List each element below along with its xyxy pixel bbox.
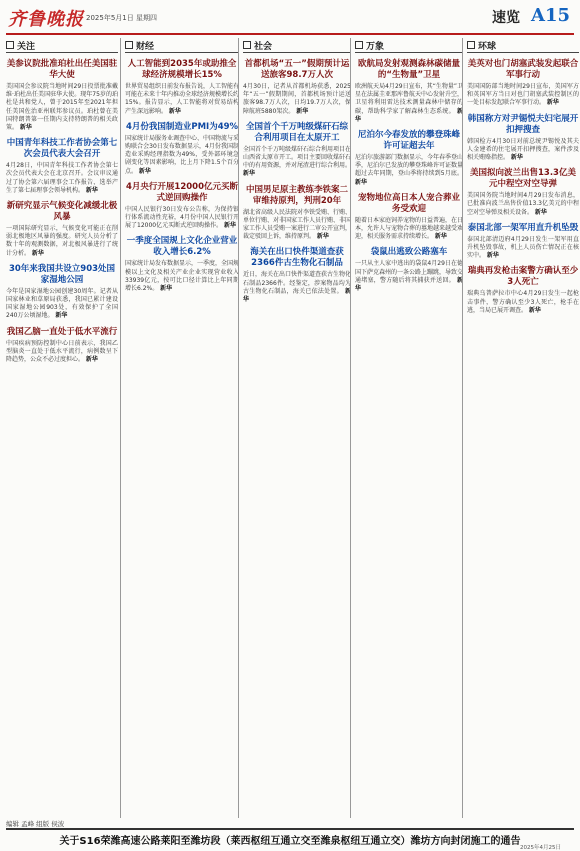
article-body: 4月28日，中国青年科技工作者协会第七次会员代表大会在北京召开。会议审议通过了协会第六届理事会工作报告，选举产生了第七届理事会领导机构。 新华 xyxy=(6,162,118,194)
article-source: 新华 xyxy=(355,276,463,293)
column-header xyxy=(467,38,579,53)
column-header xyxy=(243,38,351,53)
article-source: 新华 xyxy=(546,99,559,107)
article-title: 韩国称方对尹锡悦夫妇宅展开扣押搜查 xyxy=(467,113,579,135)
article-body: 一项国际研究显示，气候变化可能正在削弱北极地区风暴的强度。研究人员分析了数十年的观测数据，对北极风暴进行了统计分析。 新华 xyxy=(6,225,118,257)
article xyxy=(6,59,118,132)
article-source: 新华 xyxy=(160,285,173,293)
article-body: 中国疾病预防控制中心日前表示，我国乙型脑炎一直处于低水平流行，病例数呈下降趋势，公众不必过度担心。 新华 xyxy=(6,339,118,364)
article-source: 新华 xyxy=(31,249,44,257)
article-title: 瑞典再发枪击案警方确认至少3人死亡 xyxy=(467,266,579,288)
article-body: 欧洲航天局4月29日宣布，其“生物量”卫星在法属圭亚那库鲁航天中心发射升空，卫星将利用雷达技术测量森林中储存的碳，帮助科学家了解森林生态系统。 新华 xyxy=(355,83,463,123)
article-source: 新华 xyxy=(434,233,447,241)
article-body: 中国人民银行30日发布公告称，为保持银行体系流动性充裕，4月份中国人民银行开展了12000亿元买断式逆回购操作。 新华 xyxy=(125,205,239,230)
article-body: 随着日本家庭饲养宠物的日益普遍，在日本，允许人与宠物合葬的墓地越来越受欢迎，相关服务需求持续增长。 新华 xyxy=(355,216,463,241)
article-title: 泰国北部一架军用直升机坠毁 xyxy=(467,222,579,233)
article-source: 新华 xyxy=(85,356,98,364)
masthead-logo: 齐鲁晚报 xyxy=(8,9,84,30)
article xyxy=(243,247,351,304)
article-body: 国家统计局服务业调查中心、中国物流与采购联合会30日发布数据显示，4月份我国制造业采购经理指数为49%，受外部环境急剧变化等因素影响，比上月下降1.5个百分点。 新华 xyxy=(125,134,239,175)
article-body: 国家统计局发布数据显示，一季度，全国规模以上文化及相关产业企业实现营业收入33939亿元，按可比口径计算比上年同期增长6.2%。 新华 xyxy=(125,260,239,293)
article-title: 中国男足原主教练李铁案二审维持原判，判刑20年 xyxy=(245,184,348,206)
article-source: 新华 xyxy=(355,107,463,123)
column-title: 财经 xyxy=(136,41,155,52)
square-icon xyxy=(125,41,133,49)
article-source: 新华 xyxy=(168,107,181,115)
article-body: 世界贸易组织日前发布报告说，人工智能有可能在未来十年内推动全球经济规模增长约15%。报告显示，人工智能将对贸易结构产生深远影响。 新华 xyxy=(125,83,239,115)
square-icon xyxy=(467,41,475,49)
article-source: 新华 xyxy=(19,124,32,132)
square-icon xyxy=(243,41,251,49)
column-header xyxy=(355,38,463,53)
article-source: 新华 xyxy=(243,170,256,178)
article-title: 4月央行开展12000亿元买断式逆回购操作 xyxy=(126,181,238,203)
article-body: 一只从主人家中逃出的袋鼠4月29日在德国下萨克森州的一条公路上蹦跳，导致交通堵塞，警方随后将其捕获并送回。 新华 xyxy=(355,260,463,293)
article-source: 新华 xyxy=(355,178,368,186)
issue-date: 2025年5月1日 星期四 xyxy=(86,14,157,22)
article-body: 近日，海关在出口快件渠道查获古生物化石制品2366件。经鉴定，涉案物品均为古生物化石制品，海关已依法处置。 新华 xyxy=(243,271,351,304)
article xyxy=(6,201,118,258)
article-title: 尼泊尔今春发放的攀登珠峰许可证超去年 xyxy=(357,130,460,152)
article-title: 新研究显示气候变化减缓北极风暴 xyxy=(6,201,118,223)
column-title: 关注 xyxy=(17,41,36,52)
article-source: 新华 xyxy=(486,252,499,260)
article xyxy=(243,59,351,116)
column-4 xyxy=(462,38,579,818)
article xyxy=(467,168,579,217)
column-1 xyxy=(120,38,239,818)
article xyxy=(125,122,239,176)
page-number: A15 xyxy=(530,5,570,26)
article-body: 瑞典乌普萨拉市中心4月29日发生一起枪击事件，警方确认至少3人死亡，枪手在逃，当局已展开调查。 新华 xyxy=(467,290,579,314)
notice-title: 关于S16荣潍高速公路莱阳至潍坊段（莱西枢纽互通立交至潍泉枢纽互通立交）潍坊方向封闭施工的通告 xyxy=(59,836,521,847)
article-title: 4月份我国制造业PMI为49% xyxy=(125,121,239,132)
article xyxy=(243,185,351,242)
article xyxy=(6,327,118,365)
article-title: 全国首个千万吨级煤矸石综合利用项目在太原开工 xyxy=(245,121,348,143)
article xyxy=(6,264,118,321)
article xyxy=(125,59,239,116)
article-title: 美英对也门胡塞武装发起联合军事行动 xyxy=(467,59,579,80)
square-icon xyxy=(355,41,363,49)
article-source: 新华 xyxy=(85,186,98,194)
square-icon xyxy=(6,41,14,49)
article-title: 欧航局发射观测森林碳储量的“生物量”卫星 xyxy=(357,59,460,80)
article-source: 新华 xyxy=(316,233,329,241)
column-header xyxy=(6,38,118,53)
article xyxy=(355,130,463,187)
article-body: 美国国防部当地时间29日宣布，美国军方和英国军方当日对也门胡塞武装控制区的一处目标发起联合军事行动。 新华 xyxy=(467,83,579,107)
article xyxy=(6,138,118,195)
column-0 xyxy=(6,38,118,818)
column-header xyxy=(125,38,239,53)
column-title: 环球 xyxy=(478,41,497,52)
article-body: 全国首个千万吨级煤矸石综合利用项目在山西省太原市开工。项目主要回收煤矸石中的有用资源，并对尾渣进行综合利用。 新华 xyxy=(243,145,351,178)
article-body: 湖北省高级人民法院对李铁受贿、行贿、单位行贿、对非国家工作人员行贿、非国家工作人员受贿一案进行二审公开宣判，裁定驳回上诉，维持原判。 新华 xyxy=(243,208,351,241)
article xyxy=(467,59,579,108)
article xyxy=(243,122,351,179)
article-title: 一季度全国规上文化企业营业收入增长6.2% xyxy=(126,236,238,258)
article-title: 美参议院批准珀杜出任美国驻华大使 xyxy=(6,59,118,80)
construction-notice xyxy=(6,828,574,850)
article-title: 海关在出口快件渠道查获2366件古生物化石制品 xyxy=(250,247,344,269)
article-title: 中国青年科技工作者协会第七次会员代表大会召开 xyxy=(6,138,118,160)
article xyxy=(355,247,463,293)
article-title: 30年来我国共设立903处国家湿地公园 xyxy=(8,263,116,285)
column-3 xyxy=(350,38,463,818)
article xyxy=(467,114,579,163)
article-title: 美国拟向波兰出售13.3亿美元中程空对空导弹 xyxy=(470,168,576,190)
article-title: 人工智能到2035年或助推全球经济规模增长15% xyxy=(127,59,237,80)
article-body: 尼泊尔旅游部门数据显示，今年春季登山季，尼泊尔已发放的攀登珠峰许可证数量超过去年同期，登山季将持续到5月底。 新华 xyxy=(355,154,463,186)
article-title: 宠物地位高日本人宠合葬业务受欢迎 xyxy=(357,192,460,214)
article-source: 新华 xyxy=(528,306,541,314)
article-body: 韩国检方4月30日对前总统尹锡悦及其夫人金建希的住宅展开扣押搜查，案件涉及相关贿赂指控。 新华 xyxy=(467,137,579,162)
article-source: 新华 xyxy=(138,167,151,175)
article-body: 4月30日，记者从首都机场获悉，2025年“五一”假期期间，首都机场预计运送旅客98.7万人次，日均19.7万人次，保障航班5880架次。 新华 xyxy=(243,83,351,115)
column-title: 社会 xyxy=(254,41,273,52)
article xyxy=(355,59,463,124)
editor-credit: 编辑 孟峰 组版 侯波 xyxy=(6,820,65,828)
article-source: 新华 xyxy=(534,208,547,216)
article-source: 新华 xyxy=(243,287,351,304)
article-source: 新华 xyxy=(296,107,309,115)
article xyxy=(355,193,463,242)
article-source: 新华 xyxy=(510,154,523,162)
column-title: 万象 xyxy=(366,41,385,52)
notice-date: 2025年4月25日 xyxy=(520,845,561,851)
article xyxy=(467,223,579,261)
article-title: 首都机场“五一”假期预计运送旅客98.7万人次 xyxy=(244,59,350,80)
article-body: 今年是国家湿地公园创建30周年。记者从国家林业和草原局获悉，我国已累计建设国家湿地公园903处，有效保护了全国240万公顷湿地。 新华 xyxy=(6,287,118,320)
article-title: 袋鼠出逃致公路塞车 xyxy=(370,247,448,258)
article-body: 泰国北部清迈府4月29日发生一架军用直升机坠毁事故，机上人员伤亡情况正在核实中。 新华 xyxy=(467,235,579,260)
article-source: 新华 xyxy=(55,312,68,320)
page-header xyxy=(6,3,574,35)
article-title: 我国乙脑一直处于低水平流行 xyxy=(6,326,118,337)
article xyxy=(467,266,579,315)
article xyxy=(125,236,239,293)
section-name: 速览 xyxy=(492,10,520,26)
column-2 xyxy=(238,38,351,818)
article xyxy=(125,182,239,231)
article-body: 美国国会参议院当地时间29日投票批准戴维·珀杜出任美国驻华大使。现年75岁的珀杜是共和党人，曾于2015年至2021年担任美国佐治亚州联邦参议员。珀杜曾在美国特朗普第一任期内支持特朗普的相关政策。 新华 xyxy=(6,83,118,132)
article-body: 美国国务院当地时间4月29日发布消息，已批准向波兰出售价值13.3亿美元的中程空对空导弹及相关设备。 新华 xyxy=(467,192,579,216)
article-source: 新华 xyxy=(224,222,237,230)
